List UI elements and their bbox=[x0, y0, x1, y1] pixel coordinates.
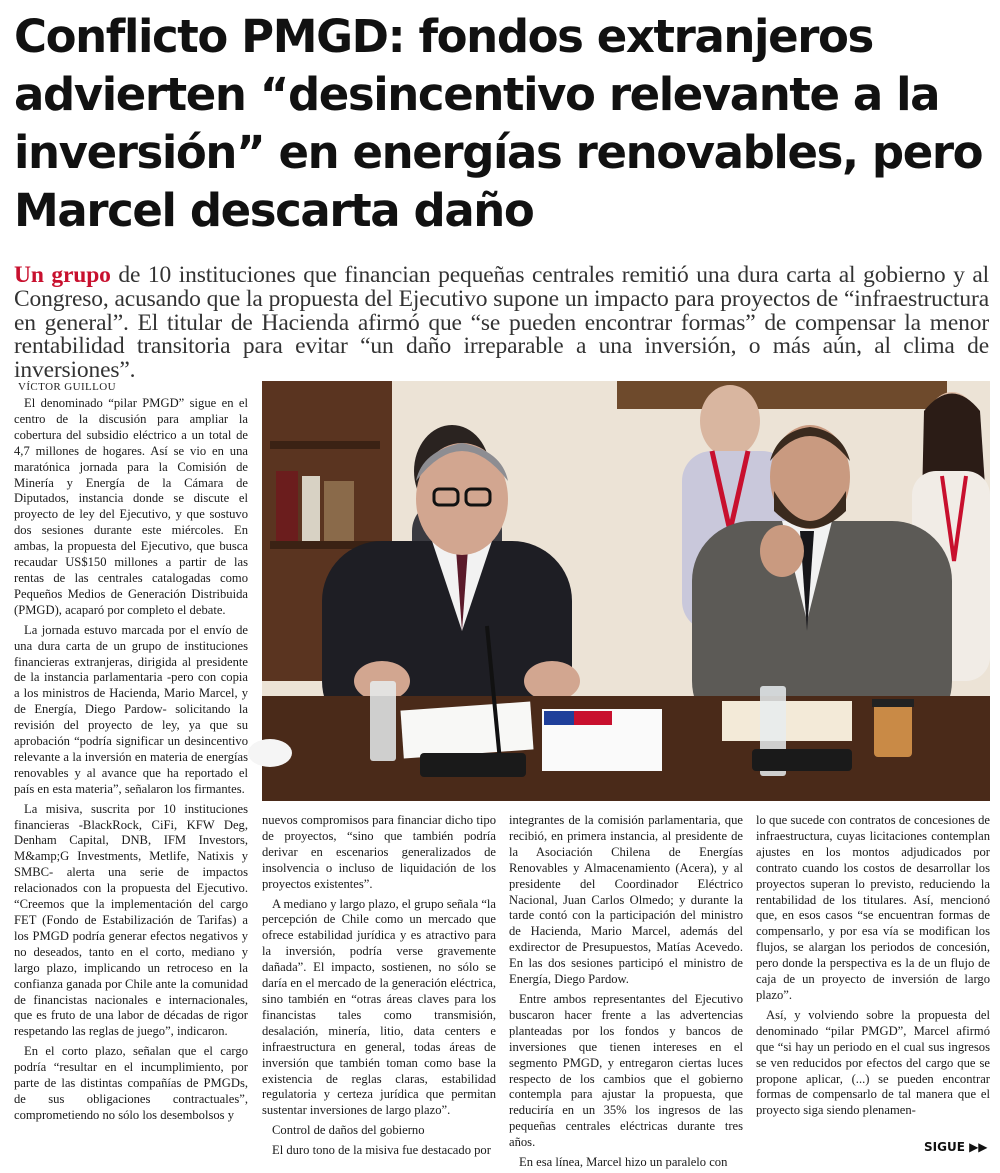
notebook bbox=[722, 701, 852, 741]
body-paragraph: Así, y volviendo sobre la propuesta del denominado “pilar PMGD”, Marcel afirmó que “si hay un periodo en el cual sus ingresos se ven reducidos por efectos del cargo que se propone aplicar, (...) se pueden encontrar formas de compensarlo de tal manera que el proyecto siga siendo plenamen- bbox=[756, 1007, 990, 1118]
coffee-cup bbox=[874, 699, 912, 757]
body-paragraph: El duro tono de la misiva fue destacado por bbox=[272, 1143, 491, 1158]
headline: Conflicto PMGD: fondos extranjeros advierten “desincentivo relevante a la inversión” en energías renovables, pero Marcel descarta daño bbox=[14, 10, 983, 237]
continue-label: SIGUE ▶▶ bbox=[924, 1140, 988, 1154]
book bbox=[276, 471, 298, 541]
subheading: Control de daños del gobierno bbox=[272, 1123, 425, 1138]
lead-text: de 10 instituciones que financian pequeñas centrales remitió una dura carta al gobierno y al Congreso, acusando que la propuesta del Ejecutivo supone un impacto para proyectos de “infraestructura en general”. El titular de Hacienda afirmó que “se pueden encontrar formas” de compensar la menor rentabilidad transitoria para evitar “un daño irreparable a una inversión, o más aún, al clima de inversiones”. bbox=[14, 262, 989, 384]
body-paragraph: lo que sucede con contratos de concesiones de infraestructura, cuyas licitaciones contemplan ajustes en los montos adjudicados por contrato cuando los costos de desarrollar los proyectos superan lo previsto, reduciendo la rentabilidad de los titulares. Así, mencionó que, en esos casos “se encuentran formas de compensarlo, y por esa vía se modifican los flujos, se alargan los periodos de concesión, pero donde la perspectiva es la de un flujo de caja de un proyecto de inversión de largo plazo”. bbox=[756, 813, 990, 1002]
microphone-base bbox=[420, 753, 526, 777]
photo-illustration bbox=[262, 381, 990, 801]
background-person-head bbox=[700, 385, 760, 457]
book bbox=[302, 476, 320, 541]
paper bbox=[400, 702, 533, 759]
body-paragraph: A mediano y largo plazo, el grupo señala “la percepción de Chile como un mercado que ofrece estabilidad jurídica y es atractivo para la inversión, podría verse gravemente dañada”. El impacto, sostienen, no sólo se daría en el mercado de la generación eléctrica, sino también en “otras áreas claves para los financistas tales como transmisión, desalación, minería, litio, data centers e infraestructura en general, todas áreas de inversión que también toman como base la existencia de reglas claras, estabilidad regulatoria y certeza jurídica que permitan sustentar inversiones de largo plazo”. bbox=[262, 896, 496, 1118]
flag-blue bbox=[544, 711, 574, 725]
byline: VÍCTOR GUILLOU bbox=[18, 381, 116, 393]
body-paragraph: La misiva, suscrita por 10 instituciones financieras -BlackRock, CiFi, KFW Deg, Denham Capital, DNB, IFM Investors, M&amp;G Investments, Metlife, Natixis y SMBC- alerta una serie de impactos relacionados con la propuesta del Ejecutivo. “Creemos que la implementación del cargo FET (Fondo de Estabilización de Tarifas) a los PMGD podría generar efectos negativos y no deseados, tanto en el corto, mediano y largo plazo, implicando un retroceso en la confianza ganada por Chile ante la comunidad de financistas nacionales e internacionales, que es fruto de una labor de décadas de rigor respetando las reglas de juego”, indicaron. bbox=[14, 801, 248, 1039]
lead-kicker: Un grupo bbox=[14, 262, 111, 288]
article-photo bbox=[262, 381, 990, 801]
body-paragraph: Entre ambos representantes del Ejecutivo buscaron hacer frente a las advertencias planteadas por los fondos y bancos de inversiones que tienen intereses en el segmento PMGD, y entregaron ciertas luces respecto de los cambios que el gobierno contempla para ajustar la propuesta, que reduciría en un 35% los ingresos de las pequeñas centrales eléctricas durante tres años. bbox=[509, 991, 743, 1150]
body-paragraph: nuevos compromisos para financiar dicho tipo de proyectos, “sino que también podría derivar en escenarios generalizados de insolvencia o incluso de liquidación de los proyectos existentes”. bbox=[262, 813, 496, 891]
body-paragraph: El denominado “pilar PMGD” sigue en el centro de la discusión para ampliar la cobertura del subsidio eléctrico a un total de 4,7 millones de hogares. Así se vio en una maratónica jornada para la Comisión de Minería y Energía de la Cámara de Diputados, instancia donde se discute el proyecto de ley del Ejecutivo, y que sostuvo dos sesiones durante este miércoles. En ambas, la propuesta del Ejecutivo, que busca recaudar US$150 millones a partir de las rentas de las centrales catalogadas como Pequeños Medios de Generación Distribuida (PMGD), acaparó por completo el debate. bbox=[14, 396, 248, 617]
picture-frame bbox=[617, 381, 947, 409]
cup-lid bbox=[872, 699, 914, 707]
body-column-1 bbox=[14, 396, 248, 1152]
body-column-4 bbox=[756, 813, 990, 1152]
book bbox=[324, 481, 354, 541]
body-paragraph: integrantes de la comisión parlamentaria, que recibió, en primera instancia, al presidente de la Asociación Chilena de Energías Renovables y Almacenamiento (Acera), y al presidente del Coordinador Eléctrico Nacional, Juan Carlos Olmedo; y durante la tarde contó con la participación del ministro de Hacienda, Mario Marcel, además del exdirector de Presupuestos, Matías Acevedo. En las dos sesiones participó el ministro de Energía, Diego Pardow. bbox=[509, 813, 743, 987]
body-paragraph: En esa línea, Marcel hizo un paralelo con bbox=[519, 1155, 728, 1170]
water-glass bbox=[370, 681, 396, 761]
cup bbox=[248, 739, 292, 767]
shelf bbox=[270, 441, 380, 449]
body-paragraph: La jornada estuvo marcada por el envío de una dura carta de un grupo de instituciones financieras extranjeras, dirigida al presidente de la instancia parlamentaria -pero con copia a los ministros de Hacienda, Mario Marcel, y de Energía, Diego Pardow- solicitando la revisión del proyecto de ley, ya que su aprobación “podría significar un desincentivo relevante a la inversión en materia de energías renovables y al avance que ha reportado el país en esta materia”, señalaron los firmantes. bbox=[14, 622, 248, 796]
hand bbox=[760, 525, 804, 577]
lead-paragraph bbox=[14, 264, 989, 383]
body-paragraph: En el corto plazo, señalan que el cargo podría “resultar en el incumplimiento, por parte de las distintas compañías de PMGDs, de sus obligaciones contractuales”, comprometiendo no sólo los desembolsos y bbox=[14, 1044, 248, 1122]
microphone-base bbox=[752, 749, 852, 771]
body-column-3 bbox=[509, 813, 743, 1170]
hand bbox=[524, 661, 580, 701]
body-column-2 bbox=[262, 813, 496, 1158]
flag-red bbox=[574, 711, 612, 725]
